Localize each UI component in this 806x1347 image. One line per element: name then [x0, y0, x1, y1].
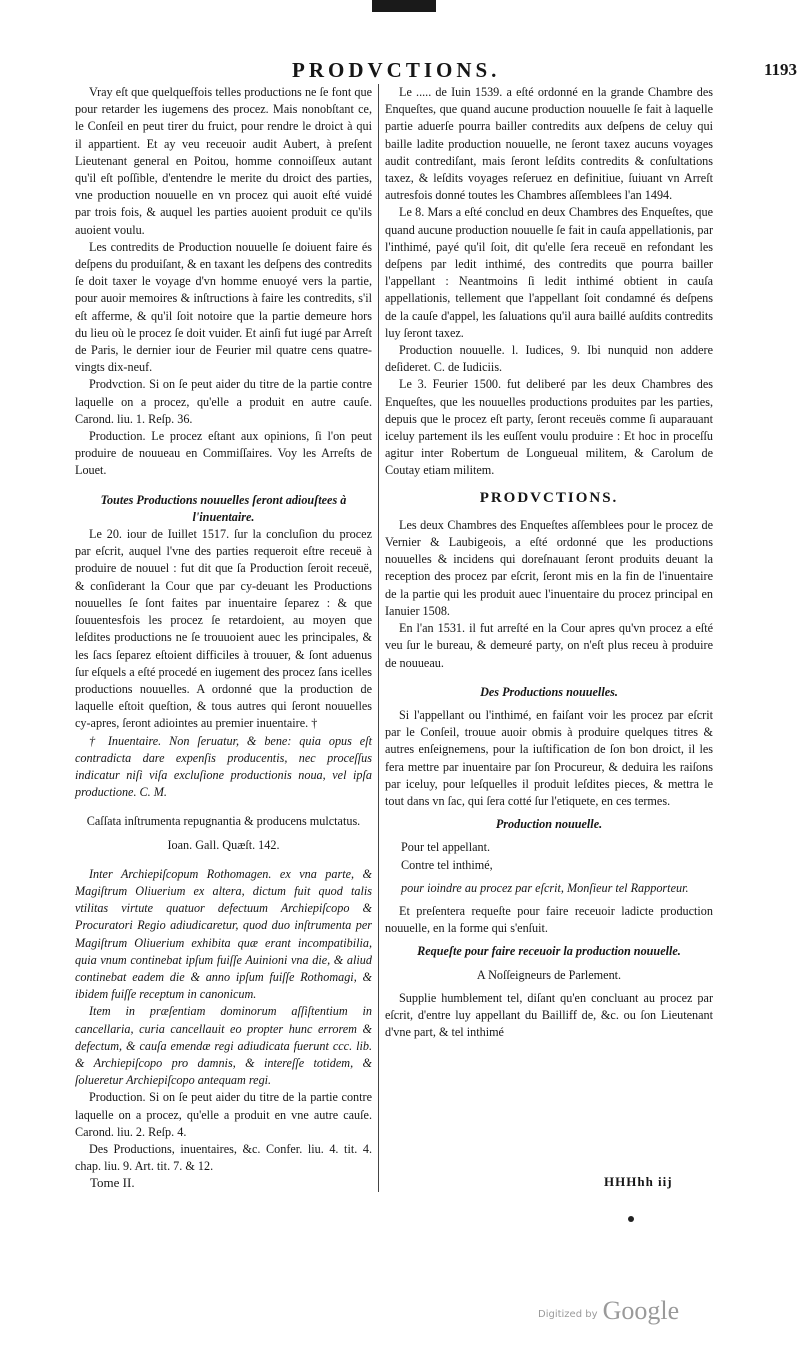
paragraph: En l'an 1531. il fut arreſté en la Cour apres qu'vn procez a eſté veu ſur le bureau, & demeuré party, on n'eſt plus receu à produire de nouueau. [385, 621, 713, 670]
latin-paragraph: Inter Archiepiſcopum Rothomagen. ex vna parte, & Magiſtrum Oliuerium ex altera, dictum fuit quod talis vtilitas virtute quatuor defectuum Archiepiſcopo & Procuratori Regio adiudicaretur, quod duo inſtrumenta per Magiſtrum Oliuerium exhibita quæ erant incompatibilia, quia vnum continebat ipſum fuiſſe Auinioni vna die, & aliud continebat eadem die & anno ipſum fuiſſe Rothomagi, & ibidem fuiſſe receptum in canonicum. [75, 866, 372, 1002]
note-paragraph: † Inuentaire. Non ſeruatur, & bene: quia opus eſt contradicta dare expenſis producentis, nec proceſſus indicatur niſi viſa excluſione productionis noua, vel ipſa productione. C. M. [75, 733, 372, 800]
citation: Ioan. Gall. Quæſt. 142. [167, 837, 280, 852]
formula-line: Contre tel inthimé, [401, 857, 493, 872]
paragraph: Le 20. iour de Iuillet 1517. ſur la concluſion du procez par eſcrit, auquel l'vne des parties requeroit eſtre receuë à produire de nouuel : fut dit que ſa Production ſeroit receuë, & conſiderant la Cour que par cy-deuant les Productions nouuelles ſe ſont faites par inuentaire ſeparez : & que ſouuentesfois les procez ſe retardoient, au moyen que leſdites productions ne ſe trouuoient auec les principales, & les ſacs ſeparez eſtoient difficiles à trouuer, & ſont aduenus ſur eſquels a eſté procedé en iugement des procez ſans icelles productions nouuelles. A ordonné que la production de laquelle eſtoit queſtion, & tous autres qui ſeront nouuelles cy-apres, ſeront adiointes au premier inuentaire. † [75, 527, 372, 731]
formula-line: pour ioindre au procez par eſcrit, Monſieur tel Rapporteur. [401, 880, 689, 895]
address-line: A Noſſeigneurs de Parlement. [476, 967, 622, 982]
paragraph: Si l'appellant ou l'inthimé, en faiſant voir les procez par eſcrit par le Conſeil, trouue auoir obmis à produire quelques titres & autres enſeignemens, pour la iuſtification de ſon bon droict, il les fera mettre par inuentaire par ſon Procureur, & deduira les raiſons par iceluy, pour leſquelles il produit leſdites pieces, & mettra le tout dans vn ſac, qui ſera cotté ſur l'etiquete, en ces termes. [385, 707, 713, 808]
volume-label: Tome II. [90, 1175, 135, 1190]
digitized-watermark [538, 1296, 679, 1326]
paragraph: Production. Si on ſe peut aider du titre de la partie contre laquelle on a procez, qu'elle a produit en vne autre cauſe. Carond. liu. 2. Reſp. 4. [75, 1090, 372, 1139]
right-column [385, 84, 713, 1041]
paragraph: Des Productions, inuentaires, &c. Confer. liu. 4. tit. 4. chap. liu. 9. Art. tit. 7. & 12. [75, 1141, 372, 1174]
subheading: Requeſte pour faire receuoir la production nouuelle. [417, 944, 681, 959]
paragraph: Vray eſt que quelqueſfois telles productions ne ſe font que pour retarder les iugemens des procez. Mais nonobſtant ce, le Conſeil en peut tirer du fruict, pour rendre le droict à qui il appartient. Et ay veu receuoir audit Aubert, à preſent Lieutenant general en Poitou, homme connoiſſeux autant qu'il eſt poſſible, d'entendre le merite du droict des parties, vne production nouuelle en vn procez qui auoit eſté vuidé par trois fois, & auquel les parties auoient produit ce qu'ils auoient voulu. [75, 85, 372, 237]
left-column [75, 84, 372, 1175]
paragraph: Production nouuelle. l. Iudices, 9. Ibi nunquid non addere deſideret. C. de Iudiciis. [385, 343, 713, 375]
paragraph: Les deux Chambres des Enqueſtes aſſemblees pour le procez de Vernier & Laubigeois, a eſté ordonné que les productions nouuelles & incidens qui doreſnauant ſeront produits deuant la reception des procez par eſcrit, ſeront mis en la fin de l'inuentaire de la partie qui les produit auec l'inuentaire du procez principal en Ianuier 1508. [385, 517, 713, 618]
latin-paragraph: Item in præſentiam dominorum aſſiſtentium in cancellaria, curia cancellauit eo propter hunc errorem & defectum, & cauſa emendæ regi adiudicata fuerunt ccc. lib. & Archiepiſcopo pro damnis, & intereſſe totidem, & ſolueretur Archiepiſcopo antequam regi. [75, 1004, 372, 1088]
section-heading: PRODVCTIONS. [479, 489, 619, 506]
running-head: PRODVCTIONS. [292, 58, 501, 82]
column-rule [378, 84, 379, 1192]
subheading: Production nouuelle. [495, 817, 603, 832]
subheading: Caſſata inſtrumenta repugnantia & producens mulctatus. [86, 814, 361, 829]
google-logo: Google [602, 1296, 680, 1325]
paragraph: Supplie humblement tel, diſant qu'en concluant au procez par eſcrit, d'entre luy appellant du Bailliff de, &c. ou ſon Lieutenant d'vne part, & tel inthimé [385, 990, 713, 1040]
top-edge-mark [372, 0, 436, 12]
paragraph: Et preſentera requeſte pour faire receuoir ladicte production nouuelle, en la forme qui s'enſuit. [385, 903, 713, 936]
formula-line: Pour tel appellant. [401, 840, 491, 855]
paragraph: Le ..... de Iuin 1539. a eſté ordonné en la grande Chambre des Enqueſtes, que quand aucune production nouuelle ſe fait à laquelle partie aduerſe pourra bailler contredits aux deſpens de celuy qui baille ladite production nouuelle, ne ſeront taxez aucuns voyages audit contrediſant, mais ſeront leſdits contredits & conſultations taxez, & leſdits voyages reſeruez en definitiue, ſuiuant vn Arreſt autresfois donné toutes les Chambres aſſemblees l'an 1494. [385, 85, 713, 203]
paragraph: Les contredits de Production nouuelle ſe doiuent faire és deſpens du produiſant, & en taxant les deſpens des contredits ſe doit taxer le voyage d'vn homme enuoyé vers la partie, pour auoir memoires & inſtructions à faire les contredits, s'il eſt afferme, & qu'il ſoit notoire que la partie demeure hors du lieu où le procez ſe doit vuider. Et ainſi fut iugé par Arreſt de Paris, le dernier iour de Feurier mil quatre cens quatre-vingts dix-neuf. [75, 239, 372, 375]
ink-dot [628, 1216, 634, 1222]
paragraph: Le 8. Mars a eſté conclud en deux Chambres des Enqueſtes, que quand aucune production nouuelle ſe fait in cauſa appellationis, par l'inthimé, payé qu'il ſoit, dit qu'elle ſera receuë en refondant les deſpens par ledit inthimé, des contredits que pourra bailler l'appellant : Neantmoins ſi ledit inthimé obtient in cauſa appellationis, tellement que l'appellant ſoit condamné és deſpens de la cauſe d'appel, les ſaluations qu'il aura baillé auſdits contredits luy ſeront taxez. [385, 205, 713, 340]
digitized-by-label: Digitized by [538, 1309, 598, 1320]
signature-mark: HHHhh iij [604, 1174, 673, 1189]
page-number: 1193 [764, 60, 798, 79]
paragraph: Le 3. Feurier 1500. fut deliberé par les deux Chambres des Enqueſtes, que les nouuelles productions produites par les parties, depuis que le procez eſt party, ſeront receuës comme ſi auparauant iceluy partement ils les euſſent voulu produire : Et hoc in proceſſu agitur inter Robertum de Longueual militem, & Carolum de Coutay etiam militem. [385, 377, 713, 478]
subheading: Des Productions nouuelles. [480, 684, 618, 699]
paragraph: Production. Le procez eſtant aux opinions, ſi l'on peut produire de nouueau en Commiſſaires. Voy les Arreſts de Louet. [75, 429, 372, 478]
subheading: Toutes Productions nouuelles ſeront adiouſtees à l'inuentaire. [100, 492, 347, 524]
paragraph: Prodvction. Si on ſe peut aider du titre de la partie contre laquelle on a procez, qu'elle a produit en autre cauſe. Carond. liu. 1. Reſp. 36. [75, 377, 372, 426]
